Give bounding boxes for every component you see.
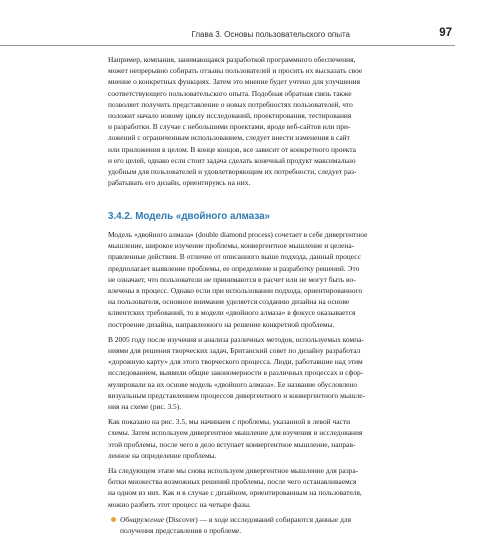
text-line: влечены в процесс. Однако если при использовании подхода, ориентированного (108, 286, 363, 296)
text-line: Например, компания, занимающаяся разработкой программного обеспечения, (108, 55, 356, 64)
text-line: «дорожную карту» для этого творческого процесса. Люди, работавшие над этим (108, 357, 363, 367)
section-body (108, 229, 452, 536)
text-line: мышление, широкое изучение проблемы, конвергентное мышление и целена- (108, 241, 355, 251)
running-header (0, 27, 455, 46)
text-line: визуальным представлением процессов дивергентного и конвергентного мышле- (108, 390, 366, 400)
text-line: можно разбить этот процесс на четыре фазы. (108, 499, 251, 509)
page-number: 97 (439, 27, 452, 39)
bullet-text: (Discover) — в ходе исследований собираются данные для (164, 514, 351, 524)
text-line: не означает, что пользователи не принимаются в расчет или не могут быть во- (108, 274, 356, 284)
paragraph-history (108, 334, 452, 412)
text-line: мнение о конкретных функциях. Затем это мнение будет учтено для улучшения (108, 77, 361, 87)
text-line: ленное на определение проблемы. (108, 450, 217, 460)
text-line: рабатывать его дизайн, ориентируясь на них. (108, 178, 251, 188)
bullet-line (120, 514, 452, 525)
text-line: на одном из них. Как и в случае с дизайном, ориентированным на пользователя, (108, 488, 362, 498)
text-line: На следующем этапе мы снова используем дивергентное мышление для разра- (108, 466, 359, 476)
text-line: Модель «двойного алмаза» (double diamond process) сочетает в себе дивергентное (108, 230, 368, 239)
text-line: правленные действия. В отличие от описанного выше подхода, данный процесс (108, 252, 361, 262)
paragraph-double-diamond (108, 229, 452, 330)
text-line: клиентских требований, то в модели «двойного алмаза» в фокусе оказывается (108, 308, 356, 318)
section-heading: 3.4.2. Модель «двойного алмаза» (108, 211, 271, 222)
text-line: этой проблемы, после чего в дело вступает конвергентное мышление, направ- (108, 439, 356, 449)
bullet-item-discover (108, 514, 452, 536)
text-line: положит начало новому циклу исследований, проектирования, тестирования (108, 111, 352, 121)
paragraph-next-stage (108, 465, 452, 510)
text-line: В 2005 году после изучения и анализа различных методов, используемых компа- (108, 334, 364, 344)
text-line: на пользователя, основное внимание уделяется созданию дизайна на основе (108, 297, 350, 307)
text-line: позволяет получить представление о новых потребностях пользователей, что (108, 99, 353, 109)
text-line: и его целей, однако если стоит задача сделать конечный продукт максимально (108, 155, 356, 165)
text-line: Как показано на рис. 3.5, мы начинаем с проблемы, указанной в левой части (108, 417, 351, 427)
bullet-line: получения представления о проблеме. (120, 526, 242, 536)
text-line: ния на схеме (рис. 3.5). (108, 402, 182, 412)
text-line: исследованием, выявили общие закономерности в различных процессах и сфор- (108, 368, 364, 378)
text-line: или приложения в целом. В конце концов, все зависит от конкретного проекта (108, 144, 356, 154)
text-line: ложений с ограниченным использованием, следует внести изменения в сайт (108, 133, 350, 143)
bullet-term: Обнаружение (120, 514, 165, 524)
text-line: ниями для решения творческих задач, Британский совет по дизайну разработал (108, 346, 361, 356)
text-line: ботки множества возможных решений проблемы, после чего останавливаемся (108, 477, 357, 487)
text-line: удобным для пользователей и удовлетворяющим их потребности, следует раз- (108, 167, 357, 177)
paragraph-intro (108, 54, 452, 188)
paragraph-figure-explanation (108, 416, 452, 461)
bullet-dot-icon (111, 517, 116, 522)
text-line: схемы. Затем используем дивергентное мышление для изучения и исследования (108, 428, 363, 438)
text-line: мулировали на их основе модель «двойного алмаза». Ее название обусловлено (108, 379, 358, 389)
text-line: может непрерывно собирать отзывы пользователей и просить их высказать свое (108, 66, 363, 76)
text-line: соответствующего пользовательского опыта. Подобная обратная связь также (108, 88, 352, 98)
text-line: построение дизайна, направленного на решение конкретной проблемы. (108, 319, 335, 329)
text-line: предполагает выявление проблемы, ее определение и разработку решений. Это (108, 263, 360, 273)
chapter-title: Глава 3. Основы пользовательского опыта (191, 30, 350, 39)
text-line: и разработки. В случае с небольшими проектами, вроде веб-сайтов или при- (108, 122, 351, 132)
